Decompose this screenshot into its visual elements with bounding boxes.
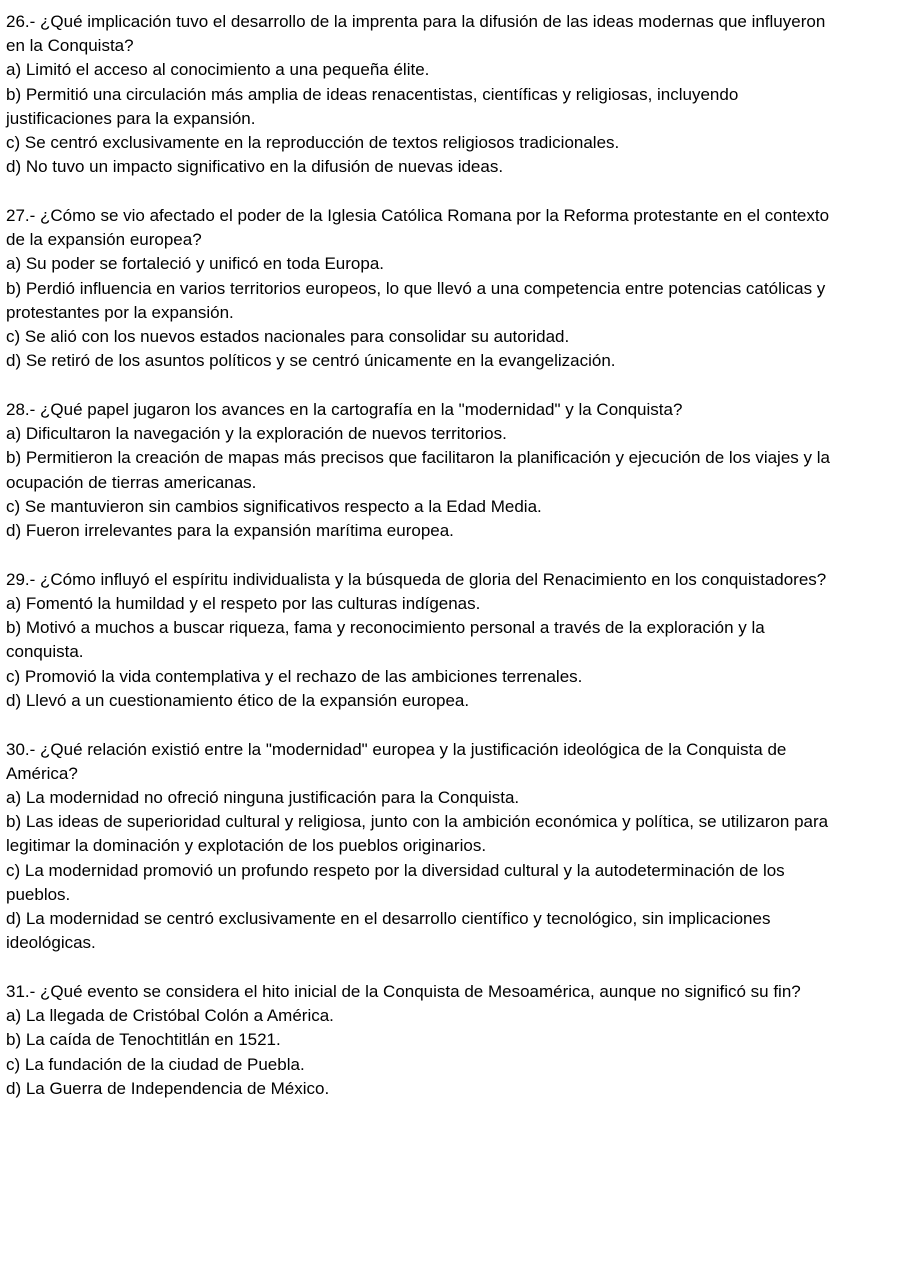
option-d: d) Se retiró de los asuntos políticos y se centró únicamente en la evangelización. [6, 351, 616, 371]
question-28 [6, 398, 924, 543]
option-a: a) Limitó el acceso al conocimiento a una pequeña élite. [6, 60, 430, 80]
option-c: c) Promovió la vida contemplativa y el rechazo de las ambiciones terrenales. [6, 666, 583, 686]
option-a: a) Fomentó la humildad y el respeto por las culturas indígenas. [6, 594, 481, 614]
question-text: 27.- ¿Cómo se vio afectado el poder de la Iglesia Católica Romana por la Reforma protestante en el contexto de la expansión europea? [6, 206, 830, 250]
option-b: b) Motivó a muchos a buscar riqueza, fama y reconocimiento personal a través de la exploración y la conquista. [6, 618, 765, 662]
option-c: c) La fundación de la ciudad de Puebla. [6, 1054, 305, 1074]
question-text: 30.- ¿Qué relación existió entre la "modernidad" europea y la justificación ideológica de la Conquista de América? [6, 739, 787, 783]
option-a: a) La llegada de Cristóbal Colón a América. [6, 1006, 334, 1026]
option-b: b) Permitió una circulación más amplia de ideas renacentistas, científicas y religiosas, incluyendo justificaciones para la expansión. [6, 84, 739, 128]
option-d: d) Fueron irrelevantes para la expansión marítima europea. [6, 521, 454, 541]
option-c: c) Se alió con los nuevos estados nacionales para consolidar su autoridad. [6, 327, 570, 347]
option-a: a) Dificultaron la navegación y la exploración de nuevos territorios. [6, 424, 507, 444]
option-c: c) Se mantuvieron sin cambios significativos respecto a la Edad Media. [6, 496, 542, 516]
question-text: 31.- ¿Qué evento se considera el hito inicial de la Conquista de Mesoamérica, aunque no significó su fin? [6, 982, 801, 1002]
question-text: 28.- ¿Qué papel jugaron los avances en la cartografía en la "modernidad" y la Conquista? [6, 400, 683, 420]
question-31 [6, 980, 924, 1101]
option-b: b) Permitieron la creación de mapas más precisos que facilitaron la planificación y ejecución de los viajes y la ocupación de tierras americanas. [6, 448, 830, 492]
option-b: b) Perdió influencia en varios territorios europeos, lo que llevó a una competencia entre potencias católicas y protestantes por la expansión. [6, 278, 826, 322]
option-b: b) La caída de Tenochtitlán en 1521. [6, 1030, 281, 1050]
option-d: d) La Guerra de Independencia de México. [6, 1078, 330, 1098]
question-29 [6, 568, 924, 713]
option-d: d) Llevó a un cuestionamiento ético de la expansión europea. [6, 690, 470, 710]
option-d: d) No tuvo un impacto significativo en la difusión de nuevas ideas. [6, 157, 504, 177]
option-c: c) La modernidad promovió un profundo respeto por la diversidad cultural y la autodeterminación de los pueblos. [6, 860, 785, 904]
option-a: a) Su poder se fortaleció y unificó en toda Europa. [6, 254, 385, 274]
option-a: a) La modernidad no ofreció ninguna justificación para la Conquista. [6, 788, 520, 808]
option-b: b) Las ideas de superioridad cultural y religiosa, junto con la ambición económica y política, se utilizaron para legitimar la dominación y explotación de los pueblos originarios. [6, 812, 829, 856]
option-c: c) Se centró exclusivamente en la reproducción de textos religiosos tradicionales. [6, 133, 620, 153]
question-text: 26.- ¿Qué implicación tuvo el desarrollo de la imprenta para la difusión de las ideas modernas que influyeron en la Conquista? [6, 12, 826, 56]
question-30 [6, 738, 924, 956]
option-d: d) La modernidad se centró exclusivamente en el desarrollo científico y tecnológico, sin implicaciones ideológicas. [6, 909, 771, 953]
question-text: 29.- ¿Cómo influyó el espíritu individualista y la búsqueda de gloria del Renacimiento en los conquistadores? [6, 569, 827, 589]
question-27 [6, 204, 924, 373]
question-26 [6, 10, 924, 179]
